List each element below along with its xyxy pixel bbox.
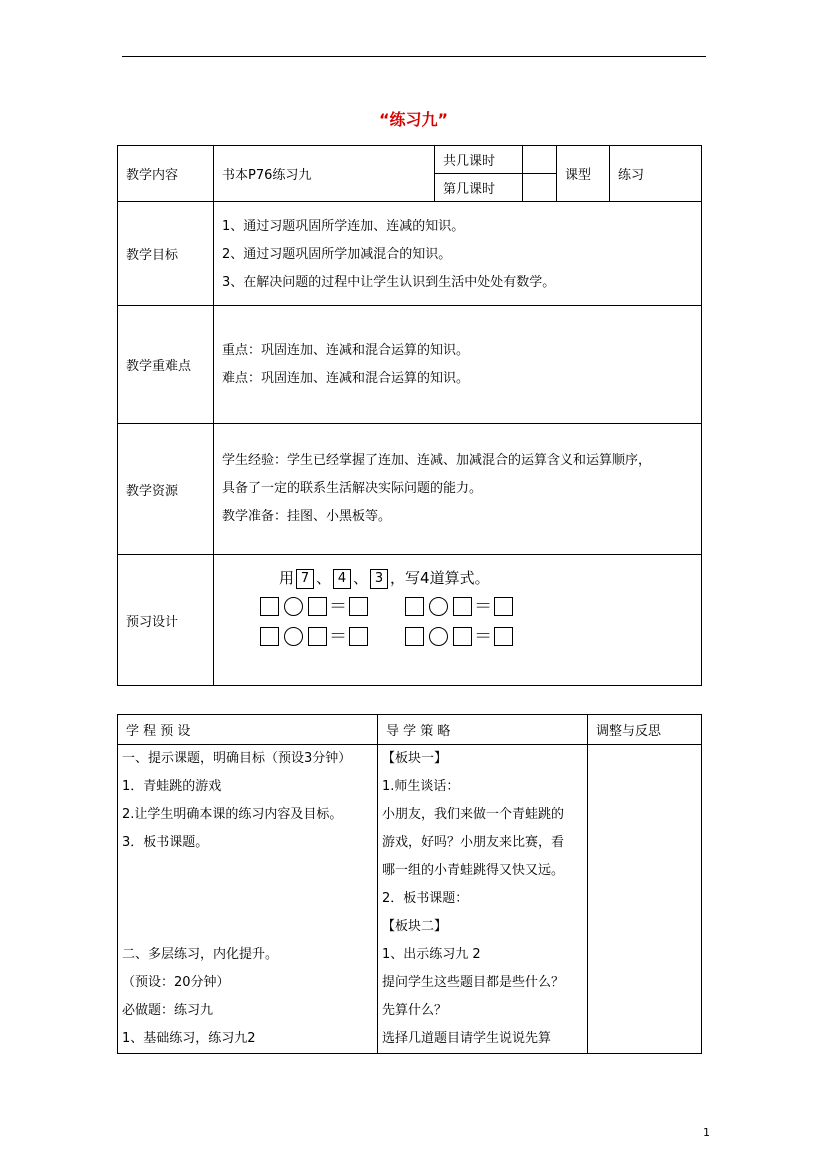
strategy-line: 1.师生谈话：: [382, 779, 460, 794]
total-periods-label: 共几课时: [435, 146, 523, 174]
process-line: 二、多层练习，内化提升。: [122, 947, 279, 962]
number-box: 7: [296, 569, 314, 589]
lesson-process-table: [117, 714, 702, 1054]
equation-template: [405, 597, 518, 616]
strategy-line: 选择几道题目请学生说说先算: [382, 1031, 552, 1046]
key-point: 难点：巩固连加、连减和混合运算的知识。: [222, 370, 470, 386]
blank-square: [308, 597, 327, 616]
strategy-line: 哪一组的小青蛙跳得又快又远。: [382, 863, 565, 878]
operator-circle: [284, 627, 303, 646]
resources-label: 教学资源: [118, 424, 214, 555]
header-rule: [122, 56, 706, 57]
equation-template: [260, 597, 373, 616]
blank-square: [405, 597, 424, 616]
process-line: 1、基础练习，练习九2: [122, 1031, 256, 1046]
process-line: 必做题：练习九: [122, 1003, 214, 1018]
content-value: 书本P76练习九: [214, 146, 435, 202]
period-label: 第几课时: [435, 174, 523, 202]
strategy-line: 小朋友，我们来做一个青蛙跳的: [382, 807, 565, 822]
strategy-line: 提问学生这些题目都是些什么？: [382, 975, 565, 990]
equals-sign: ＝: [329, 625, 347, 647]
equation-row: [260, 597, 701, 619]
reflection-cell: [588, 745, 702, 1054]
header-process: 学 程 预 设: [118, 715, 378, 745]
process-line: 1．青蛙跳的游戏: [122, 779, 222, 794]
resource-line: 教学准备：挂图、小黑板等。: [222, 509, 392, 524]
blank-square: [308, 627, 327, 646]
operator-circle: [284, 597, 303, 616]
goals-cell: [214, 202, 702, 306]
goal-item: 1、通过习题巩固所学连加、连减的知识。: [222, 219, 465, 234]
blank-square: [453, 597, 472, 616]
process-line: [122, 913, 377, 941]
type-label: 课型: [557, 146, 610, 202]
strategy-line: 2．板书课题：: [382, 891, 469, 906]
key-point: 重点：巩固连加、连减和混合运算的知识。: [222, 342, 470, 358]
strategy-line: 游戏，好吗？小朋友来比赛，看: [382, 835, 565, 850]
preview-cell: [214, 555, 702, 686]
page-title: “练习九”: [378, 110, 449, 129]
content-label: 教学内容: [118, 146, 214, 202]
strategy-line: 【板块一】: [382, 751, 448, 766]
blank-square: [453, 627, 472, 646]
key-points-label: 教学重难点: [118, 306, 214, 424]
equals-sign: ＝: [474, 625, 493, 647]
process-line: 2.让学生明确本课的练习内容及目标。: [122, 807, 343, 822]
preview-label: 预习设计: [118, 555, 214, 686]
process-line: 3．板书课题。: [122, 835, 209, 850]
header-strategy: 导 学 策 略: [378, 715, 588, 745]
blank-square: [494, 627, 513, 646]
equation-row: [260, 627, 701, 649]
goal-item: 2、通过习题巩固所学加减混合的知识。: [222, 247, 452, 262]
type-value: 练习: [610, 146, 702, 202]
lesson-info-table: [117, 145, 702, 686]
strategy-line: 先算什么？: [382, 1003, 448, 1018]
number-box: 4: [333, 569, 351, 589]
header-reflection: 调整与反思: [588, 715, 702, 745]
key-points-cell: [214, 306, 702, 424]
total-periods-value: [523, 146, 557, 174]
resource-line: 学生经验：学生已经掌握了连加、连减、加减混合的运算含义和运算顺序，: [222, 453, 652, 468]
strategy-line: 1、出示练习九 2: [382, 947, 481, 962]
process-line: [122, 885, 377, 913]
process-cell: [118, 745, 378, 1054]
goals-label: 教学目标: [118, 202, 214, 306]
number-box: 3: [370, 569, 388, 589]
operator-circle: [429, 597, 448, 616]
strategy-line: 【板块二】: [382, 919, 448, 934]
equals-sign: ＝: [329, 595, 347, 617]
process-line: [122, 857, 377, 885]
resources-cell: [214, 424, 702, 555]
blank-square: [349, 627, 368, 646]
blank-square: [405, 627, 424, 646]
process-line: （预设：20分钟）: [122, 975, 230, 990]
goal-item: 3、在解决问题的过程中让学生认识到生活中处处有数学。: [222, 275, 556, 290]
operator-circle: [429, 627, 448, 646]
equation-template: [260, 627, 373, 646]
blank-square: [349, 597, 368, 616]
resource-line: 具备了一定的联系生活解决实际问题的能力。: [222, 481, 483, 496]
page-number: 1: [703, 1126, 710, 1139]
blank-square: [494, 597, 513, 616]
equation-template: [405, 627, 518, 646]
process-line: 一、提示课题，明确目标（预设3分钟）: [122, 751, 352, 766]
blank-square: [260, 627, 279, 646]
period-value: [523, 174, 557, 202]
equals-sign: ＝: [474, 595, 493, 617]
preview-task: 用 7 、 4 、 3 ，写4道算式。: [279, 569, 490, 587]
strategy-cell: [378, 745, 588, 1054]
blank-square: [260, 597, 279, 616]
